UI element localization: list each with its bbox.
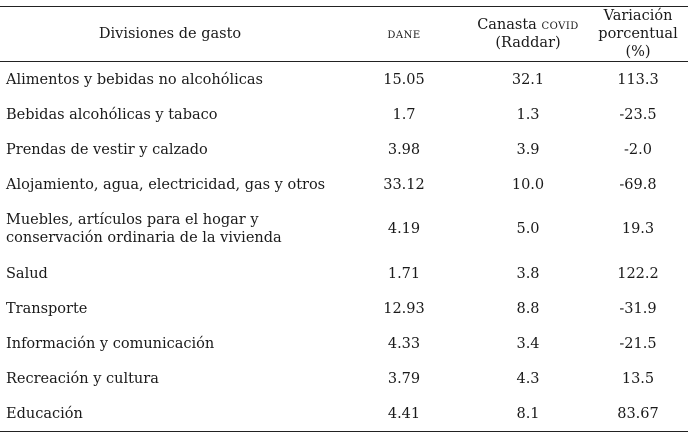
row-division: Información y comunicación: [6, 335, 215, 352]
row-variation-value: 83.67: [617, 405, 659, 422]
table-row: [0, 132, 688, 167]
table-row: [0, 361, 688, 396]
row-variation-value: -2.0: [624, 141, 652, 158]
row-variation-value: 122.2: [617, 265, 659, 282]
table-row: [0, 62, 688, 98]
row-dane-value: 4.33: [387, 335, 421, 352]
header-covid-word: covid: [541, 17, 579, 33]
header-covid-source: (Raddar): [495, 35, 561, 51]
table-row: [0, 326, 688, 361]
row-division: Prendas de vestir y calzado: [6, 141, 208, 158]
expense-divisions-table: [0, 6, 688, 432]
row-dane-value: 1.71: [387, 265, 421, 282]
table-row: [0, 396, 688, 432]
row-covid-value: 8.8: [516, 300, 540, 317]
table-row: [0, 256, 688, 291]
row-covid-value: 3.4: [516, 335, 540, 352]
row-dane-value: 4.41: [387, 405, 421, 422]
row-dane-value: 3.79: [387, 370, 421, 387]
table-header: [0, 7, 688, 62]
row-division: Bebidas alcohólicas y tabaco: [6, 106, 218, 123]
row-dane-value: 33.12: [383, 176, 425, 193]
row-division: Alimentos y bebidas no alcohólicas: [6, 71, 263, 88]
header-covid-basket: [468, 7, 588, 62]
header-covid-prefix: Canasta: [477, 17, 542, 33]
header-dane-label: dane: [387, 26, 421, 42]
table-row: [0, 202, 688, 256]
row-covid-value: 4.3: [516, 370, 540, 387]
header-variation-line1: Variación: [603, 8, 673, 24]
header-variation-line2: porcentual (%): [598, 26, 678, 60]
row-variation-value: 19.3: [621, 221, 655, 237]
row-variation-value: 113.3: [617, 71, 659, 88]
table-row: [0, 291, 688, 326]
row-variation-value: 13.5: [621, 370, 655, 387]
row-variation-value: -31.9: [619, 300, 657, 317]
header-divisions-label: Divisiones de gasto: [98, 26, 242, 42]
table-row: [0, 97, 688, 132]
row-division: [0, 202, 340, 256]
row-variation-value: -23.5: [619, 106, 657, 123]
row-covid-value: 8.1: [516, 405, 540, 422]
row-covid-value: 3.8: [516, 265, 540, 282]
row-division: Transporte: [6, 300, 88, 317]
row-dane-value: 15.05: [383, 71, 425, 88]
header-row: [0, 7, 688, 62]
row-variation-value: -21.5: [619, 335, 657, 352]
row-covid-value: 32.1: [511, 71, 545, 88]
row-dane-value: 1.7: [392, 106, 416, 123]
header-dane: [340, 7, 468, 62]
row-division-line2: conservación ordinaria de la vivienda: [6, 230, 282, 246]
header-variation: [588, 7, 688, 62]
row-dane-value: 3.98: [387, 141, 421, 158]
row-dane-value: 4.19: [387, 221, 421, 237]
table-row: [0, 167, 688, 202]
row-covid-value: 1.3: [516, 106, 540, 123]
row-covid-value: 10.0: [511, 176, 545, 193]
table-body: [0, 62, 688, 432]
row-division: Salud: [6, 265, 48, 282]
row-covid-value: 3.9: [516, 141, 540, 158]
row-dane-value: 12.93: [383, 300, 425, 317]
row-division-line1: Muebles, artículos para el hogar y: [6, 212, 259, 228]
row-division: Recreación y cultura: [6, 370, 159, 387]
header-divisions: [0, 7, 340, 62]
row-division: Alojamiento, agua, electricidad, gas y otros: [6, 176, 326, 193]
row-division: Educación: [6, 405, 83, 422]
row-covid-value: 5.0: [516, 221, 540, 237]
row-variation-value: -69.8: [619, 176, 657, 193]
